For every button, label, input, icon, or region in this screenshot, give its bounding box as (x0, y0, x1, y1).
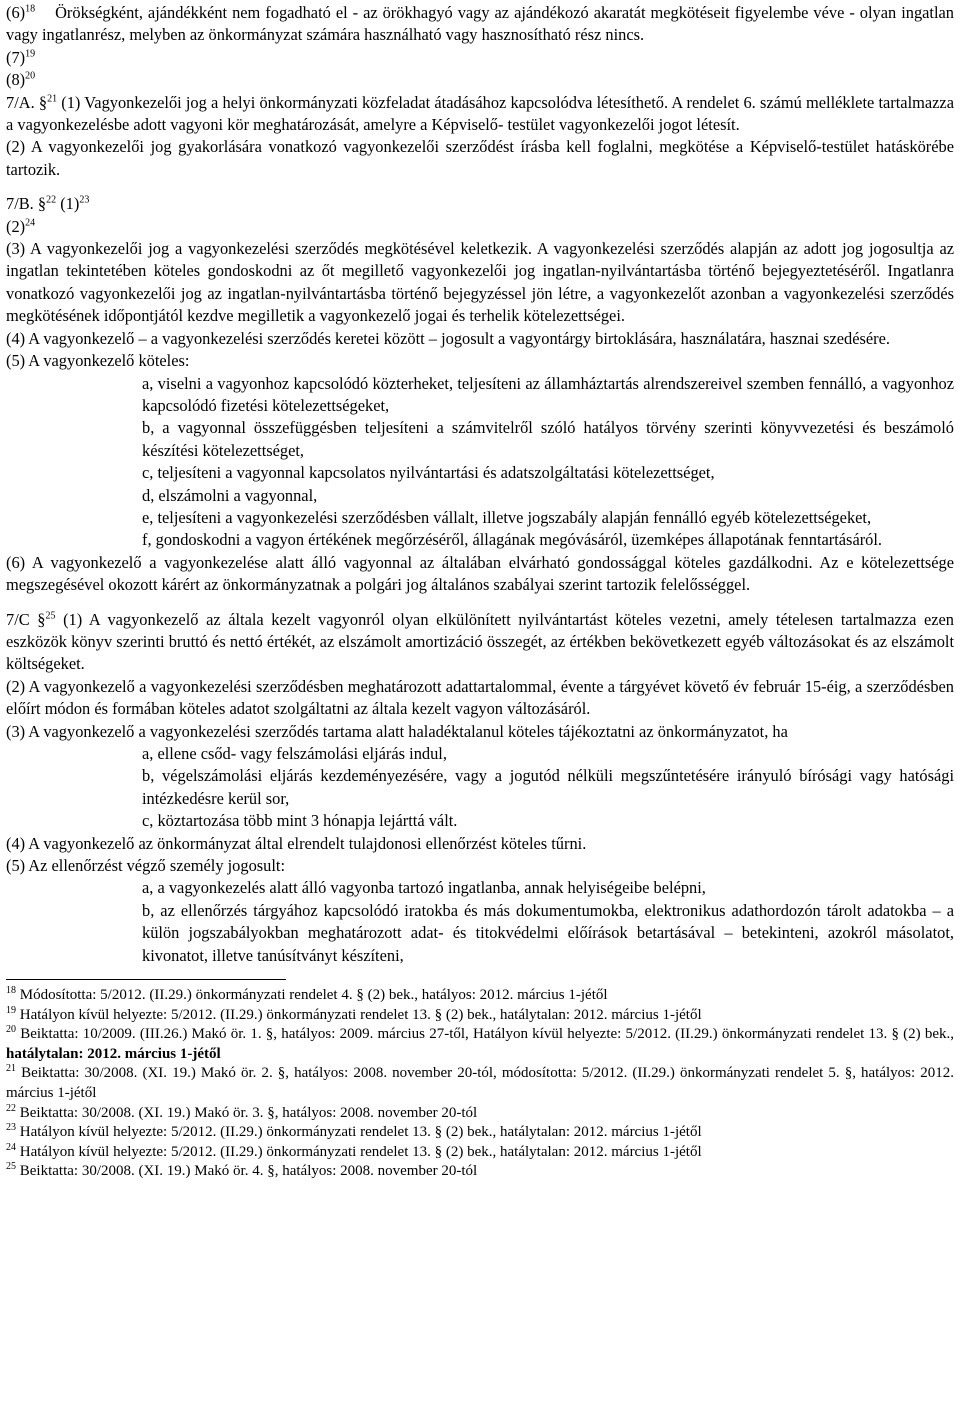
paragraph-text: (1) Vagyonkezelői jog a helyi önkormányzati közfeladat átadásához kapcsolódva létesíthető. A rendelet 6. számú melléklete tartalmazza a vagyonkezelésbe adott vagyoni kör meghatározását, amelyre a Képviselő- testület vagyonkezelői jogot létesít. (6, 92, 954, 135)
footnote-ref[interactable]: 19 (25, 48, 36, 60)
footnote (6, 1006, 954, 1026)
footnote-number: 25 (6, 1161, 16, 1173)
footnote-text: Módosította: 5/2012. (II.29.) önkormányzati rendelet 4. § (2) bek., hatályos: 2012. március 1-jétől (19, 987, 608, 1004)
footnote-separator (6, 979, 286, 980)
paragraph-6 (6, 2, 954, 47)
paragraph-label: (1) (60, 194, 80, 214)
section-7b-heading (6, 193, 954, 215)
footnote-text: Hatályon kívül helyezte: 5/2012. (II.29.) önkormányzati rendelet 13. § (2) bek., hatálytalan: 2012. március 1-jétől (19, 1124, 702, 1141)
footnote (6, 1143, 954, 1163)
section-heading: 7/C § (6, 609, 46, 629)
list-item: f, gondoskodni a vagyon értékének megőrzéséről, állagának megóvásáról, üzemképes állapotának fenntartásáról. (142, 530, 883, 550)
section-7a-p1 (6, 92, 954, 137)
footnote-ref[interactable]: 18 (25, 3, 36, 15)
footnote-number: 22 (6, 1102, 16, 1114)
paragraph-label: (2) (6, 216, 26, 236)
footnote-text: Beiktatta: 30/2008. (XI. 19.) Makó ör. 4. §, hatályos: 2008. november 20-tól (19, 1163, 478, 1180)
list-item: c, teljesíteni a vagyonnal kapcsolatos nyilvántartási és adatszolgáltatási kötelezettséget, (142, 463, 715, 483)
footnote-text: Beiktatta: 10/2009. (III.26.) Makó ör. 1. §, hatályos: 2009. március 27-től, Hatályon kívül helyezte: 5/2012. (II.29.) önkormányzati rendelet 13. § (2) bek., (20, 1026, 954, 1043)
footnote-number: 19 (6, 1004, 16, 1016)
footnote-text: Beiktatta: 30/2008. (XI. 19.) Makó ör. 3. §, hatályos: 2008. november 20-tól (19, 1104, 478, 1121)
footnote (6, 986, 954, 1006)
notification-list (6, 743, 954, 833)
section-7b-p5: (5) A vagyonkezelő köteles: (6, 351, 190, 371)
footnote-number: 24 (6, 1141, 16, 1153)
paragraph-label: (6) (6, 3, 26, 22)
paragraph-text: (1) A vagyonkezelő az általa kezelt vagyonról olyan elkülönített nyilvántartást köteles vezetni, amely tételesen tartalmazza ezen eszközök könyv szerinti bruttó és nettó értékét, az elszámolt amortizáció összegét, az értékben bekövetkezett egyéb változásokat és az elszámolt költségeket. (6, 609, 954, 674)
section-7c-p5: (5) Az ellenőrzést végző személy jogosult: (6, 856, 286, 876)
list-item: a, ellene csőd- vagy felszámolási eljárás indul, (142, 744, 447, 763)
footnote (6, 1123, 954, 1143)
section-7c-p1 (6, 609, 954, 676)
paragraph-label: (7) (6, 47, 26, 67)
footnote-number: 21 (6, 1063, 16, 1075)
footnote-text: Hatályon kívül helyezte: 5/2012. (II.29.) önkormányzati rendelet 13. § (2) bek., hatálytalan: 2012. március 1-jétől (19, 1143, 702, 1160)
footnote-number: 18 (6, 985, 16, 997)
list-item: a, viselni a vagyonhoz kapcsolódó közterheket, teljesíteni az államháztartás alrendszereivel szemben fennálló, a vagyonhoz kapcsolódó fizetési kötelezettségeket, (142, 373, 954, 415)
list-item: d, elszámolni a vagyonnal, (142, 485, 318, 505)
paragraph-7 (6, 47, 954, 69)
section-7b-p6: (6) A vagyonkezelő a vagyonkezelése alatt álló vagyonnal az általában elvárható gondossággal köteles gazdálkodni. Az e kötelezettsége megszegésével okozott kárért az önkormányzatnak a polgári jog általános szabályai szerint tartozik felelősséggel. (6, 552, 954, 595)
section-7b-p4: (4) A vagyonkezelő – a vagyonkezelési szerződés keretei között – jogosult a vagyontárgy birtoklására, használatára, hasznai szedésére. (6, 328, 890, 348)
section-7b-p2 (6, 216, 954, 238)
footnote-ref[interactable]: 23 (79, 194, 90, 206)
section-7c-p4: (4) A vagyonkezelő az önkormányzat által elrendelt tulajdonosi ellenőrzést köteles tűrni. (6, 833, 587, 853)
footnote-ref[interactable]: 25 (45, 610, 56, 622)
document-page (6, 0, 954, 1182)
section-heading: 7/A. § (6, 92, 48, 112)
section-heading: 7/B. § (6, 194, 47, 214)
footnotes (6, 986, 954, 1182)
section-7a-p2: (2) A vagyonkezelői jog gyakorlására vonatkozó vagyonkezelői szerződést írásba kell foglalni, megkötése a Képviselő-testület hatáskörébe tartozik. (6, 137, 954, 179)
footnote-number: 20 (6, 1024, 16, 1036)
list-item: b, az ellenőrzés tárgyához kapcsolódó iratokba és más dokumentumokba, elektronikus adathordozón tárolt adatokba – a külön jogszabályokban meghatározott adat- és titokvédelmi előírások betartásával – betekinteni, azokról másolatot, kivonatot, illetve tanúsítványt készíteni, (142, 900, 954, 965)
footnote-ref[interactable]: 22 (46, 194, 57, 206)
inspector-rights-list (6, 877, 954, 967)
paragraph-text: Örökségként, ajándékként nem fogadható el - az örökhagyó vagy az ajándékozó akaratát megkötéseit figyelembe véve - olyan ingatlan vagy ingatlanrész, melyben az önkormányzat számára használható vagy hasznosítható rész nincs. (6, 3, 954, 45)
footnote-text: Hatályon kívül helyezte: 5/2012. (II.29.) önkormányzati rendelet 13. § (2) bek., hatálytalan: 2012. március 1-jétől (19, 1006, 702, 1023)
list-item: e, teljesíteni a vagyonkezelési szerződésben vállalt, illetve jogszabály alapján fennálló egyéb kötelezettségeket, (142, 507, 872, 527)
list-item: b, a vagyonnal összefüggésben teljesíteni a számvitelről szóló hatályos törvény szerinti könyvvezetési és beszámoló készítési kötelezettséget, (142, 418, 954, 460)
footnote-text-bold: hatálytalan: 2012. március 1-jétől (6, 1045, 221, 1062)
footnote-ref[interactable]: 20 (25, 70, 36, 82)
footnote (6, 1025, 954, 1064)
obligations-list (6, 373, 954, 552)
section-7b-p3: (3) A vagyonkezelői jog a vagyonkezelési szerződés megkötésével keletkezik. A vagyonkezelési szerződés alapján az adott jog jogosultja az ingatlan tekintetében köteles gondoskodni az őt megillető vagyonkezelői jog ingatlan-nyilvántartásba történő bejegyeztetéséről. Ingatlanra vonatkozó vagyonkezelői jog az ingatlan-nyilvántartásba történő bejegyzéssel jön létre, a vagyonkezelőt azonban a vagyonkezelési szerződés megkötésének időpontjától kezdve megilletik a vagyonkezelő jogai és terhelik kötelezettségei. (6, 239, 954, 326)
section-7c-p3: (3) A vagyonkezelő a vagyonkezelési szerződés tartama alatt haladéktalanul köteles tájékoztatni az önkormányzatot, ha (6, 721, 788, 741)
footnote (6, 1064, 954, 1103)
list-item: b, végelszámolási eljárás kezdeményezésére, vagy a jogutód nélküli megszűntetésére irányuló bírósági vagy hatósági intézkedésre kerül sor, (142, 766, 954, 808)
footnote-text: Beiktatta: 30/2008. (XI. 19.) Makó ör. 2. §, hatályos: 2008. november 20-tól, módosította: 5/2012. (II.29.) önkormányzati rendelet 5. §, hatályos: 2012. március 1-jétől (6, 1065, 954, 1102)
footnote-ref[interactable]: 24 (25, 217, 36, 229)
footnote (6, 1162, 954, 1182)
footnote-ref[interactable]: 21 (47, 93, 58, 105)
paragraph-8 (6, 69, 954, 91)
section-7c-p2: (2) A vagyonkezelő a vagyonkezelési szerződésben meghatározott adattartalommal, évente a tárgyévet követő év február 15-éig, a szerződésben előírt módon és formában köteles adatot szolgáltatni az általa kezelt vagyon változásáról. (6, 676, 954, 719)
footnote-number: 23 (6, 1122, 16, 1134)
list-item: c, köztartozása több mint 3 hónapja lejárttá vált. (142, 811, 458, 831)
footnote (6, 1104, 954, 1124)
list-item: a, a vagyonkezelés alatt álló vagyonba tartozó ingatlanba, annak helyiségeibe belépni, (142, 878, 706, 898)
paragraph-label: (8) (6, 70, 26, 90)
